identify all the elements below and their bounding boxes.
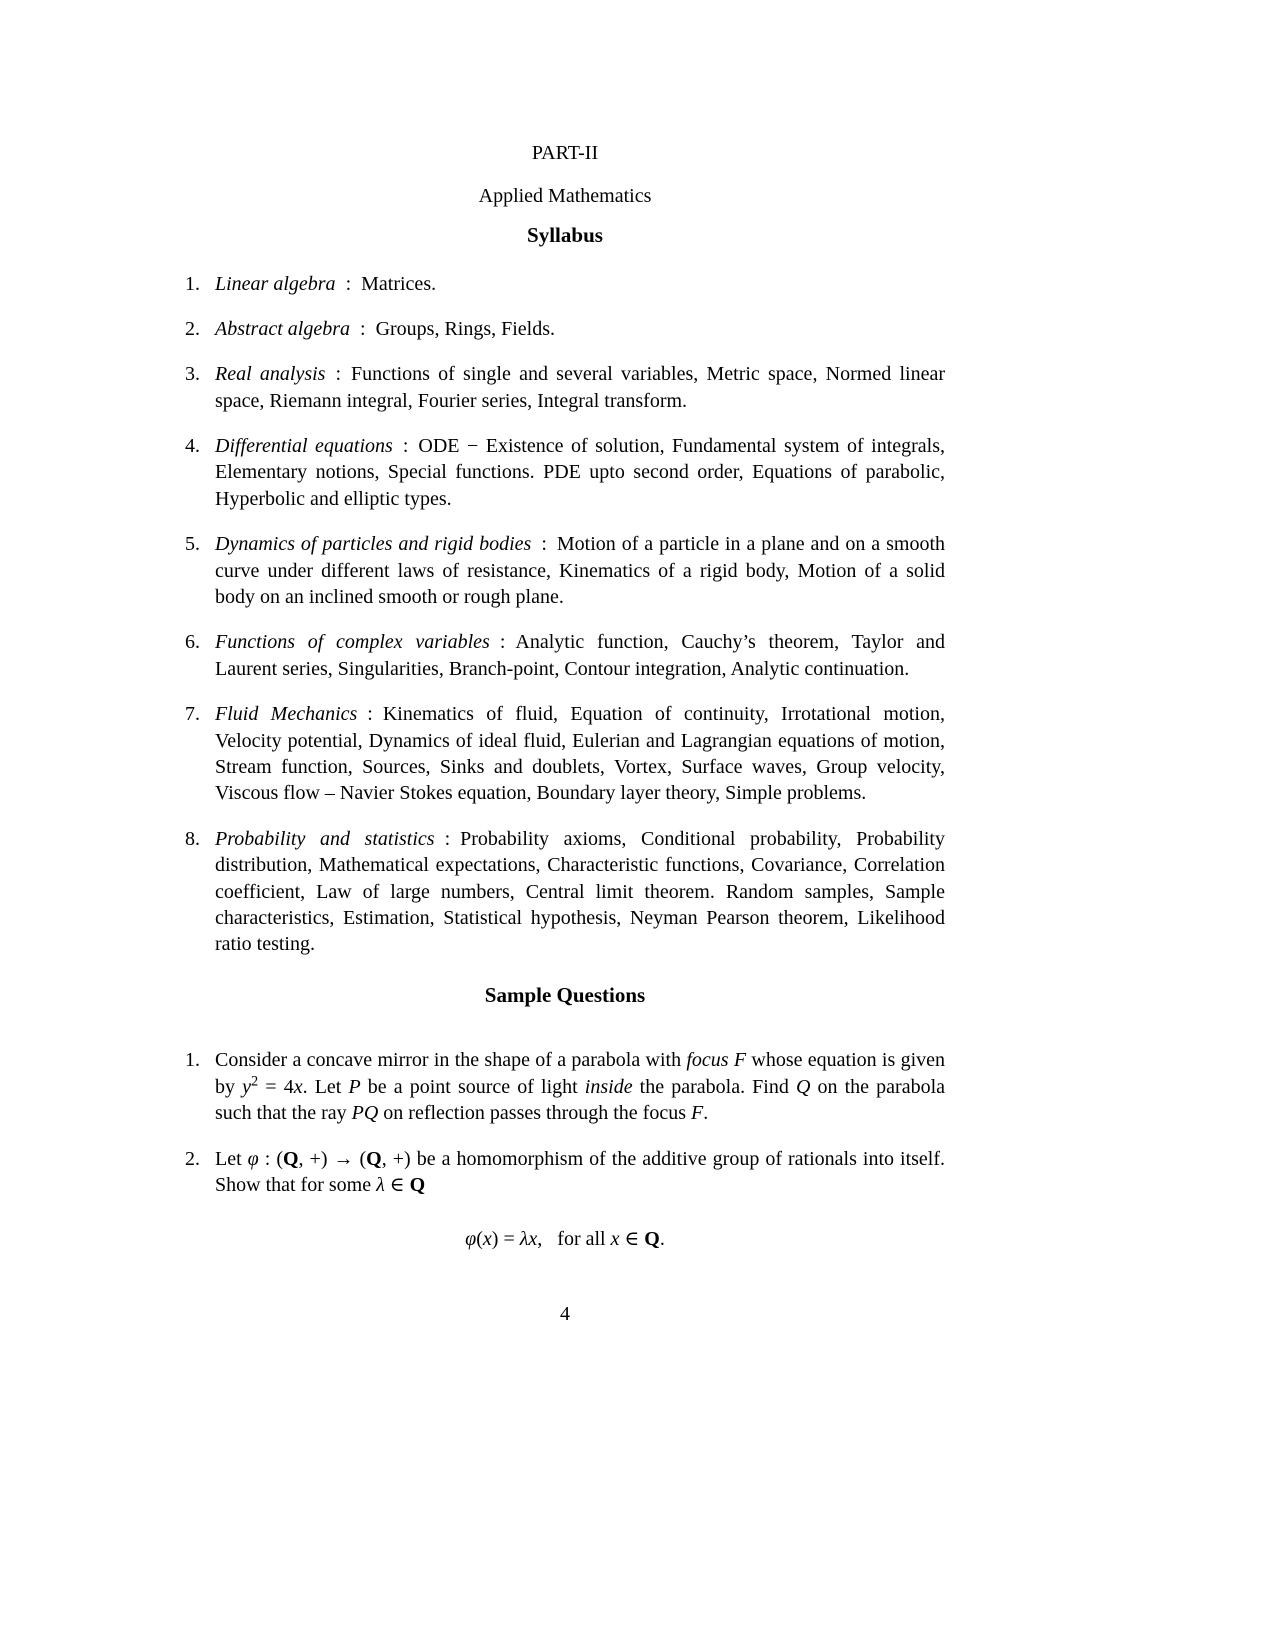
syllabus-item-4 <box>185 433 945 512</box>
item-term: Real analysis <box>215 363 326 386</box>
syllabus-list <box>185 271 945 958</box>
syllabus-item-3 <box>185 361 945 414</box>
item-text <box>215 361 945 414</box>
item-description: Kinematics of fluid, Equation of continuity, Irrotational motion, Velocity potential, Dynamics of ideal fluid, Eulerian and Lagrangian equations of motion, Stream function, Sources, Sinks and doublets, Vortex, Surface waves, Group velocity, Viscous flow – Navier Stokes equation, Boundary layer theory, Simple problems. <box>215 703 945 805</box>
item-separator: : <box>434 827 461 850</box>
item-term: Probability and statistics <box>215 827 435 850</box>
displayed-equation: φ(x) = λx, for all x ∈ Q. <box>465 1228 665 1251</box>
question-item-1 <box>185 1047 945 1126</box>
item-text <box>215 826 945 958</box>
subject-title: Applied Mathematics <box>478 185 652 208</box>
item-separator: : <box>489 631 516 654</box>
item-number: 4. <box>185 435 200 458</box>
item-description: Matrices. <box>361 272 437 295</box>
item-number: 2. <box>185 1147 200 1170</box>
question-text: Consider a concave mirror in the shape of a parabola with focus F whose equation is given by $y^2 = 4x$. Let P be a point source of light inside the parabola. Find Q on the parabola such that the ray PQ on reflection passes through the focus F. <box>215 1049 946 1125</box>
item-text <box>215 629 945 682</box>
item-description: Motion of a particle in a plane and on a smooth curve under different laws of resistance, Kinematics of a rigid body, Motion of a solid body on an inclined smooth or rough plane. <box>215 533 945 609</box>
item-number: 3. <box>185 363 200 386</box>
item-term: Functions of complex variables <box>215 631 490 654</box>
item-number: 7. <box>185 703 200 726</box>
item-number: 8. <box>185 827 200 850</box>
item-number: 2. <box>185 317 200 340</box>
item-separator: : <box>357 703 383 726</box>
syllabus-heading: Syllabus <box>527 222 603 247</box>
syllabus-item-6 <box>185 629 945 682</box>
item-term: Fluid Mechanics <box>215 703 358 726</box>
question-item-2 <box>185 1146 945 1199</box>
item-separator: : <box>531 533 557 556</box>
syllabus-item-7 <box>185 701 945 807</box>
item-number: 6. <box>185 631 200 654</box>
item-number: 5. <box>185 533 200 556</box>
item-term: Differential equations <box>215 435 393 458</box>
syllabus-item-8 <box>185 826 945 958</box>
item-text <box>215 271 945 297</box>
item-description: Analytic function, Cauchy’s theorem, Taylor and Laurent series, Singularities, Branch-point, Contour integration, Analytic continuation. <box>215 631 945 680</box>
syllabus-item-2 <box>185 316 945 342</box>
item-separator: : <box>335 272 362 295</box>
part-title: PART-II <box>531 142 599 164</box>
questions-list <box>185 1047 945 1198</box>
item-number: 1. <box>185 1049 200 1072</box>
item-text <box>215 433 945 512</box>
item-separator: : <box>392 435 419 458</box>
item-term: Linear algebra <box>215 272 336 295</box>
syllabus-item-5 <box>185 531 945 610</box>
item-term: Dynamics of particles and rigid bodies <box>215 533 532 556</box>
item-separator: : <box>350 317 376 340</box>
item-description: Probability axioms, Conditional probability, Probability distribution, Mathematical expectations, Characteristic functions, Covariance, Correlation coefficient, Law of large numbers, Central limit theorem. Random samples, Sample characteristics, Estimation, Statistical hypothesis, Neyman Pearson theorem, Likelihood ratio testing. <box>215 827 945 956</box>
item-description: Functions of single and several variables, Metric space, Normed linear space, Riemann integral, Fourier series, Integral transform. <box>215 363 945 412</box>
item-term: Abstract algebra <box>215 317 350 340</box>
item-text <box>215 701 945 807</box>
item-description: Groups, Rings, Fields. <box>375 317 556 340</box>
item-description: ODE − Existence of solution, Fundamental system of integrals, Elementary notions, Special functions. PDE upto second order, Equations of parabolic, Hyperbolic and elliptic types. <box>215 435 946 510</box>
item-separator: : <box>325 363 352 386</box>
page-number: 4 <box>560 1302 570 1325</box>
document-page <box>185 0 945 1327</box>
item-number: 1. <box>185 272 200 295</box>
question-text: Let φ : (Q, +) → (Q, +) be a homomorphism of the additive group of rationals into itself. Show that for some λ ∈ Q <box>215 1147 945 1196</box>
syllabus-item-1 <box>185 271 945 297</box>
item-text <box>215 316 945 342</box>
sample-questions-heading: Sample Questions <box>484 982 646 1007</box>
item-text <box>215 531 945 610</box>
